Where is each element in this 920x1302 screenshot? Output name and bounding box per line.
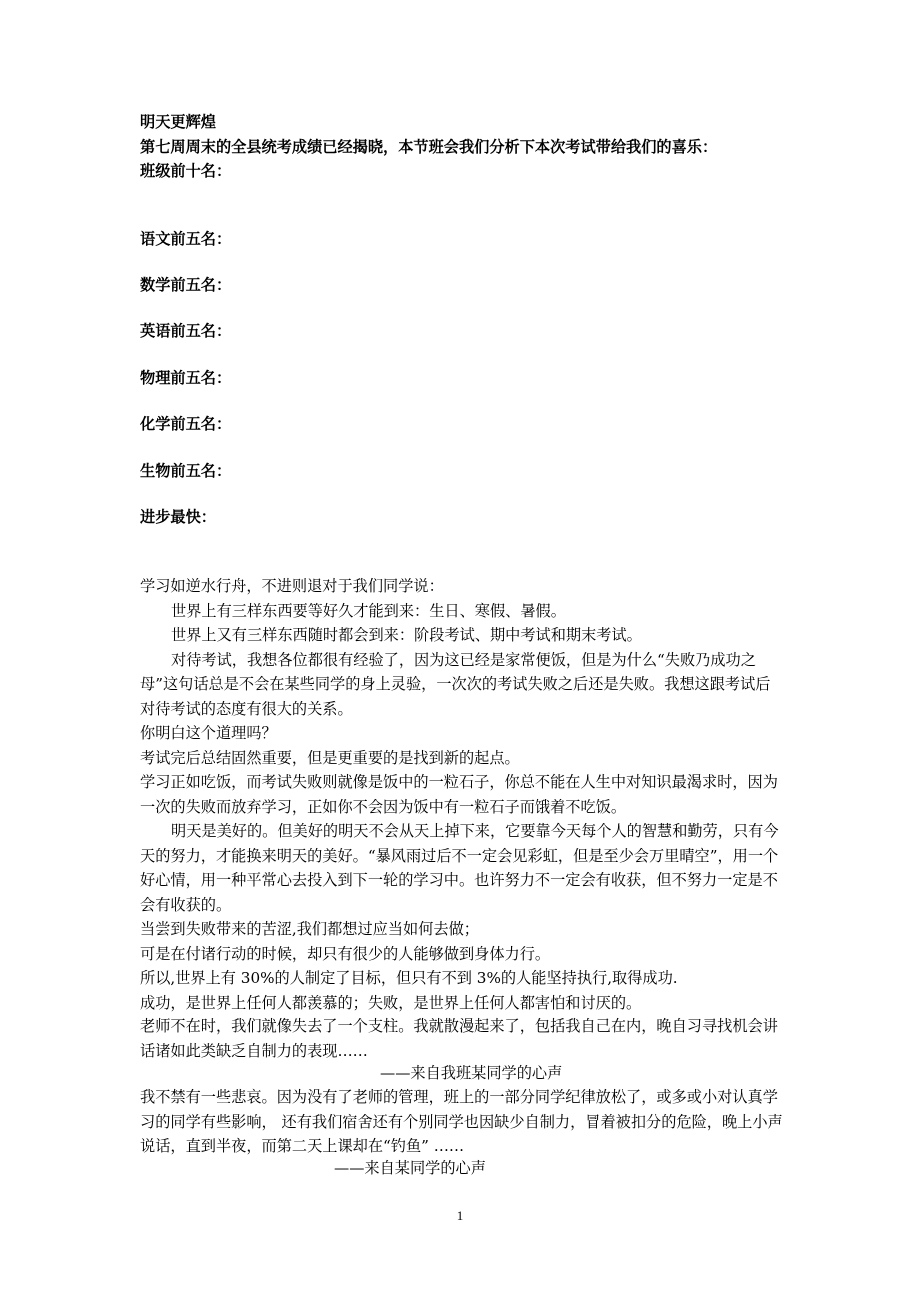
paragraph: 老师不在时，我们就像失去了一个支柱。我就散漫起来了，包括我自己在内，晚自习寻找机会讲话诸如此类缺乏自制力的表现……: [140, 1017, 778, 1060]
ranking-label: 语文前五名：: [140, 230, 232, 248]
paragraph: 考试完后总结固然重要，但是更重要的是找到新的起点。: [140, 748, 520, 767]
paragraph: 学习正如吃饭，而考试失败则就像是饭中的一粒石子，你总不能在人生中对知识最渴求时，因为一次的失败而放弃学习，正如你不会因为饭中有一粒石子而饿着不吃饭。: [140, 773, 778, 816]
body-block-3: [140, 1085, 785, 1159]
ranking-chemistry: [140, 412, 785, 437]
paragraph: 我不禁有一些悲哀。因为没有了老师的管理，班上的一部分同学纪律放松了，或多或小对认真学习的同学有些影响， 还有我们宿舍还有个别同学也因缺少自制力，冒着被扣分的危险，晚上小声说话，直到半夜，而第二天上课却在“钓鱼” ……: [140, 1088, 783, 1155]
paragraph: 可是在付诸行动的时候，却只有很少的人能够做到身体力行。: [140, 944, 551, 963]
ranking-chinese: [140, 227, 785, 252]
doc-title: 明天更辉煌: [140, 113, 216, 131]
paragraph: 当尝到失败带来的苦涩,我们都想过应当如何去做；: [140, 920, 479, 938]
ranking-label: 生物前五名：: [140, 462, 232, 480]
ranking-physics: [140, 366, 785, 391]
paragraph: 学习如逆水行舟，不进则退对于我们同学说：: [140, 577, 444, 595]
signature-quote-2: ——来自某同学的心声: [334, 1159, 486, 1177]
ranking-class-top10: 班级前十名：: [140, 162, 232, 180]
ranking-label: 英语前五名：: [140, 322, 232, 340]
ranking-math: [140, 273, 785, 298]
paragraph: 世界上有三样东西要等好久才能到来：生日、寒假、暑假。: [171, 601, 566, 620]
paragraph: 所以,世界上有 30%的人制定了目标，但只有不到 3%的人能坚持执行,取得成功.: [140, 969, 678, 987]
ranking-label: 化学前五名：: [140, 415, 232, 433]
ranking-biology: [140, 459, 785, 484]
paragraph: 成功，是世界上任何人都羡慕的；失败，是世界上任何人都害怕和讨厌的。: [140, 993, 642, 1012]
doc-intro: 第七周周末的全县统考成绩已经揭晓，本节班会我们分析下本次考试带给我们的喜乐：: [140, 137, 718, 156]
ranking-label: 进步最快：: [140, 508, 216, 526]
signature-quote-1: ——来自我班某同学的心声: [380, 1064, 563, 1082]
page-number: 1: [456, 1208, 464, 1223]
ranking-label: 物理前五名：: [140, 369, 232, 387]
header-block: [140, 110, 785, 184]
body-block-1: [140, 574, 785, 1015]
paragraph: 对待考试，我想各位都很有经验了，因为这已经是家常便饭，但是为什么“失败乃成功之母”这句话总是不会在某些同学的身上灵验，一次次的考试失败之后还是失败。我想这跟考试后对待考试的态度有很大的关系。: [140, 650, 771, 718]
ranking-english: [140, 319, 785, 344]
paragraph: 世界上又有三样东西随时都会到来：阶段考试、期中考试和期末考试。: [171, 626, 642, 644]
paragraph: 明天是美好的。但美好的明天不会从天上掉下来，它要靠今天每个人的智慧和勤劳，只有今天的努力，才能换来明天的美好。“暴风雨过后不一定会见彩虹，但是至少会万里晴空”，用一个好心情，用一种平常心去投入到下一轮的学习中。也许努力不一定会有收获，但不努力一定是不会有收获的。: [140, 822, 779, 914]
paragraph: 你明白这个道理吗？: [140, 724, 277, 742]
ranking-label: 数学前五名：: [140, 276, 232, 294]
body-block-2: [140, 1014, 785, 1063]
ranking-most-improved: [140, 505, 785, 530]
